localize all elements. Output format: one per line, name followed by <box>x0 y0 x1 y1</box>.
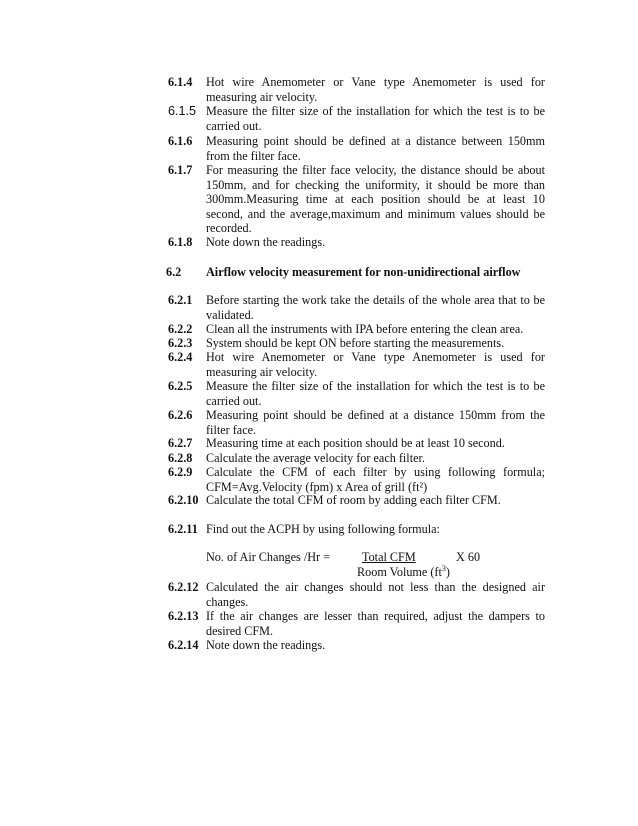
item-number: 6.2.10 <box>168 493 199 507</box>
item-number: 6.2.2 <box>168 322 193 336</box>
list-item <box>168 379 545 408</box>
list-item <box>168 408 545 437</box>
item-number: 6.2.14 <box>168 638 199 652</box>
item-number: 6.1.8 <box>168 235 193 249</box>
item-number: 6.1.6 <box>168 134 193 148</box>
item-text: Hot wire Anemometer or Vane type Anemometer is used for measuring air velocity. <box>206 75 545 104</box>
item-text: For measuring the filter face velocity, the distance should be about 150mm, and for checking the uniformity, it should be more than 300mm.Measuring time at each position should be at least 10 second, and the average,maximum and minimum values should be recorded. <box>206 163 545 236</box>
list-item <box>168 638 545 653</box>
list-item <box>168 104 545 133</box>
item-text: Calculated the air changes should not less than the designed air changes. <box>206 580 545 609</box>
item-number: 6.2.8 <box>168 451 193 465</box>
list-item <box>168 235 545 250</box>
item-text: If the air changes are lesser than required, adjust the dampers to desired CFM. <box>206 609 545 638</box>
formula-label: No. of Air Changes /Hr = <box>206 550 330 564</box>
list-item <box>168 163 545 236</box>
item-number: 6.1.5 <box>168 104 197 118</box>
item-text: Hot wire Anemometer or Vane type Anemometer is used for measuring air velocity. <box>206 350 545 379</box>
item-number: 6.1.4 <box>168 75 193 89</box>
item-number: 6.2.12 <box>168 580 199 594</box>
item-number: 6.2.1 <box>168 293 193 307</box>
item-number: 6.2.7 <box>168 436 193 450</box>
list-item <box>168 609 545 638</box>
item-number: 6.2.13 <box>168 609 199 623</box>
list-item <box>168 75 545 104</box>
item-text: Measuring point should be defined at a distance between 150mm from the filter face. <box>206 134 545 163</box>
list-item <box>168 493 545 508</box>
list-item <box>168 436 545 451</box>
list-item <box>168 336 545 351</box>
item-text: Find out the ACPH by using following formula: <box>206 522 440 536</box>
item-number: 6.2.6 <box>168 408 193 422</box>
list-item <box>168 522 545 537</box>
item-number: 6.2.4 <box>168 350 193 364</box>
item-text: System should be kept ON before starting the measurements. <box>206 336 505 350</box>
item-text: Calculate the CFM of each filter by using following formula; CFM=Avg.Velocity (fpm) x Area of grill (ft²) <box>206 465 545 494</box>
item-number: 6.2.3 <box>168 336 193 350</box>
list-item <box>168 465 545 494</box>
list-item <box>168 580 545 609</box>
item-number: 6.1.7 <box>168 163 193 177</box>
item-text: Before starting the work take the details of the whole area that to be validated. <box>206 293 545 322</box>
item-text: Calculate the total CFM of room by adding each filter CFM. <box>206 493 501 507</box>
item-number: 6.2.11 <box>168 522 198 536</box>
list-item <box>168 134 545 163</box>
item-number: 6.2.9 <box>168 465 193 479</box>
item-text: Measure the filter size of the installation for which the test is to be carried out. <box>206 104 545 133</box>
item-text: Note down the readings. <box>206 638 326 652</box>
list-item <box>168 350 545 379</box>
item-text: Measure the filter size of the installation for which the test is to be carried out. <box>206 379 545 408</box>
item-text: Clean all the instruments with IPA before entering the clean area. <box>206 322 524 336</box>
formula-denominator: Room Volume $(ft^3)$ <box>357 563 450 579</box>
list-item <box>168 322 545 337</box>
item-text: Measuring point should be defined at a distance 150mm from the filter face. <box>206 408 545 437</box>
list-item <box>168 451 545 466</box>
item-text: Note down the readings. <box>206 235 326 249</box>
section-heading <box>166 265 546 280</box>
item-number: 6.2.5 <box>168 379 193 393</box>
formula-numerator: Total CFM <box>362 550 416 564</box>
item-text: Measuring time at each position should be at least 10 second. <box>206 436 505 450</box>
list-item <box>168 293 545 322</box>
item-text: Calculate the average velocity for each filter. <box>206 451 425 465</box>
formula-multiplier: X 60 <box>456 550 481 564</box>
section-number: 6.2 <box>166 265 182 279</box>
section-title: Airflow velocity measurement for non-unidirectional airflow <box>206 265 521 279</box>
